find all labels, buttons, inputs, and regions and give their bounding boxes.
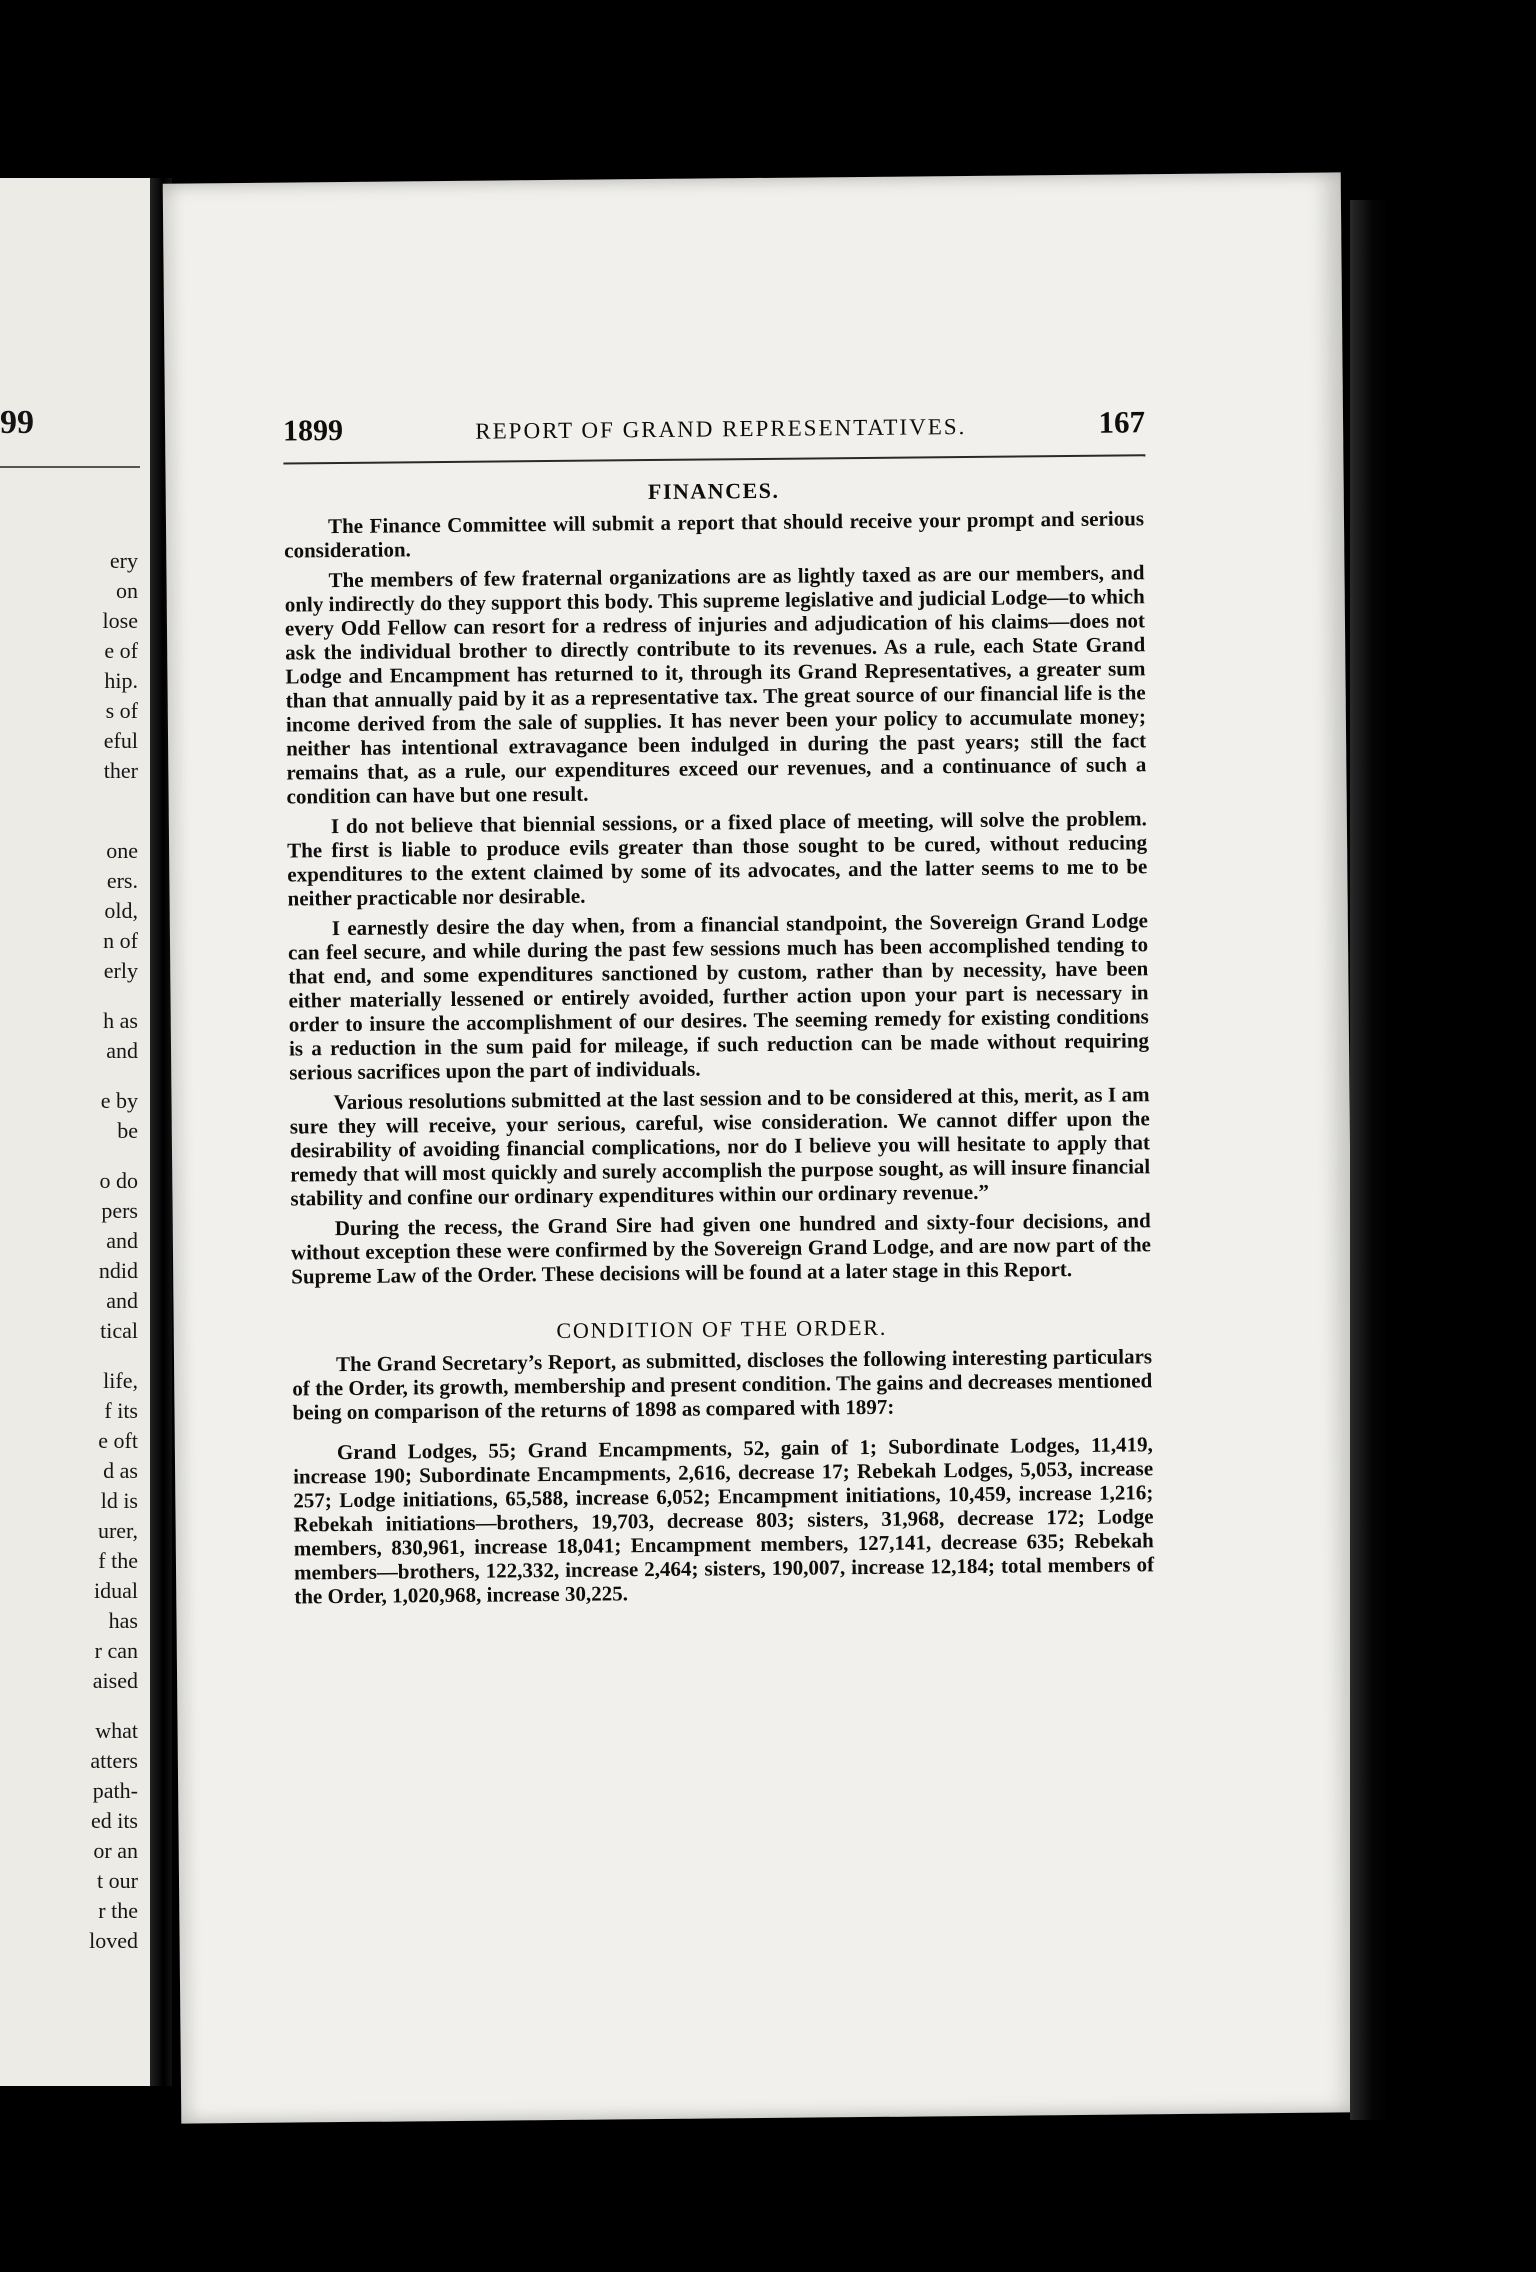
paragraph: The members of few fraternal organizations are as lightly taxed as are our members, and only indirectly do they support this body. This supreme legislative and judicial Lodge—to which every Odd Fellow can resort for a redress of injuries and adjudication of his claims—does not ask the individual brother to directly contribute to its revenues. As a rule, each State Grand Lodge and Encampment has returned to it, through its Grand Representatives, a greater sum than that annually paid by it as a representative tax. The great source of our financial life is the income derived from the sale of supplies. It has never been your policy to accumulate money; neither has intentional extravagance been indulged in during the past years; still the fact remains that, as a rule, our expenditures exceed our revenues, and a continuance of such a condition can have but one result. [284,560,1147,809]
previous-page-line: ers. [106,868,138,893]
previous-page-line: path- [92,1778,138,1803]
page-content [283,404,1154,1614]
book-page [163,172,1360,2123]
previous-page-line: on [116,578,138,603]
previous-page-line: be [117,1118,138,1143]
previous-page-line: ed its [90,1808,138,1833]
previous-page-line: loved [89,1928,138,1953]
previous-page-line: idual [94,1578,138,1603]
previous-page-line: o do [99,1168,138,1193]
paragraph: I do not believe that biennial sessions, or a fixed place of meeting, will solve the problem. The first is liable to produce evils greater than those sought to be cured, without reducing expenditures to the extent claimed by some of its advocates, and the latter seems to me to be neither practicable nor desirable. [287,806,1148,911]
previous-page-header: 99 [0,404,34,441]
previous-page-line: urer, [97,1518,138,1543]
section-heading-finances: FINANCES. [647,477,780,505]
previous-page-line: f its [104,1398,138,1423]
paragraph: During the recess, the Grand Sire had given one hundred and sixty-four decisions, and without exception these were confirmed by the Sovereign Grand Lodge, and are now part of the Supreme Law of the Order. These decisions will be found at a later stage in this Report. [290,1208,1152,1289]
paragraph: The Grand Secretary’s Report, as submitted, discloses the following interesting particulars of the Order, its growth, membership and present condition. The gains and decreases mentioned being on comparison of the returns of 1898 as compared with 1897: [292,1344,1153,1425]
previous-page-line: d as [103,1458,138,1483]
previous-page-line: and [106,1288,138,1313]
previous-page-line: erly [103,958,138,983]
header-year: 1899 [282,413,344,448]
previous-page-line: life, [103,1368,138,1393]
previous-page-line: old, [104,898,138,923]
previous-page-line: ery [109,548,138,573]
previous-page-rule [0,466,140,468]
previous-page-line: eful [103,728,138,753]
running-head [283,404,1145,464]
previous-page-line: has [108,1608,138,1633]
paragraph: I earnestly desire the day when, from a financial standpoint, the Sovereign Grand Lodge can feel secure, and while during the past few sessions much has been accomplished tending to that end, and some expenditures sanctioned by custom, rather than by necessity, have been either materially lessened or entirely avoided, further action upon your part is necessary in order to insure the accomplishment of our desires. The seeming remedy for existing conditions is a reduction in the sum paid for mileage, if such reduction can be made without requiring serious sacrifices upon the part of individuals. [287,908,1150,1085]
previous-page-line: one [106,838,138,863]
header-title: REPORT OF GRAND REPRESENTATIVES. [475,413,967,444]
previous-page-line: what [95,1718,138,1743]
previous-page-line: and [106,1038,138,1063]
previous-page-line: aised [92,1668,138,1693]
paragraph: The Finance Committee will submit a report that should receive your prompt and serious consideration. [284,506,1145,563]
page-number: 167 [1098,404,1146,440]
previous-page-line: and [106,1228,138,1253]
previous-page-line: atters [90,1748,138,1773]
previous-page-line: r can [94,1638,138,1663]
previous-page-line: ndid [98,1258,138,1283]
previous-page-line: tical [100,1318,138,1343]
previous-page-line: lose [102,608,138,633]
previous-page-strip [0,178,150,2086]
statistics-paragraph: Grand Lodges, 55; Grand Encampments, 52, gain of 1; Subordinate Lodges, 11,419, increase 190; Subordinate Encampments, 2,616, decrease 17; Rebekah Lodges, 5,053, increase 257; Lodge initiations, 65,588, increase 6,052; Encampment initiations, 10,459, increase 1,216; Rebekah initiations—brothers, 19,703, decrease 803; sisters, 31,968, decrease 172; Lodge members, 830,961, increase 18,041; Encampment members, 127,141, decrease 635; Rebekah members—brothers, 122,332, increase 2,464; sisters, 190,007, increase 12,184; total members of the Order, 1,020,968, increase 30,225. [293,1432,1155,1609]
previous-page-line: pers [101,1198,138,1223]
paragraph: Various resolutions submitted at the last session and to be considered at this, merit, as I am sure they will receive, your serious, careful, wise consideration. We cannot differ upon the desirability of avoiding financial complications, nor do I believe you will hesitate to apply that remedy that will most quickly and surely accomplish the purpose sought, as will insure financial stability and confine our ordinary expenditures within our ordinary revenue.” [289,1082,1151,1211]
previous-page-line: e of [104,638,138,663]
previous-page-line: ld is [100,1488,138,1513]
previous-page-line: t our [97,1868,138,1893]
previous-page-line: ther [103,758,138,783]
previous-page-line: r the [98,1898,138,1923]
previous-page-line: or an [93,1838,138,1863]
previous-page-line: f the [98,1548,138,1573]
section-heading-condition: CONDITION OF THE ORDER. [556,1314,888,1343]
previous-page-line: h as [103,1008,138,1033]
previous-page-line: n of [103,928,138,953]
previous-page-line: e by [100,1088,138,1113]
previous-page-line: hip. [104,668,138,693]
previous-page-line: e oft [98,1428,138,1453]
previous-page-line: s of [105,698,138,723]
page-edge-shadow [1350,200,1390,2120]
